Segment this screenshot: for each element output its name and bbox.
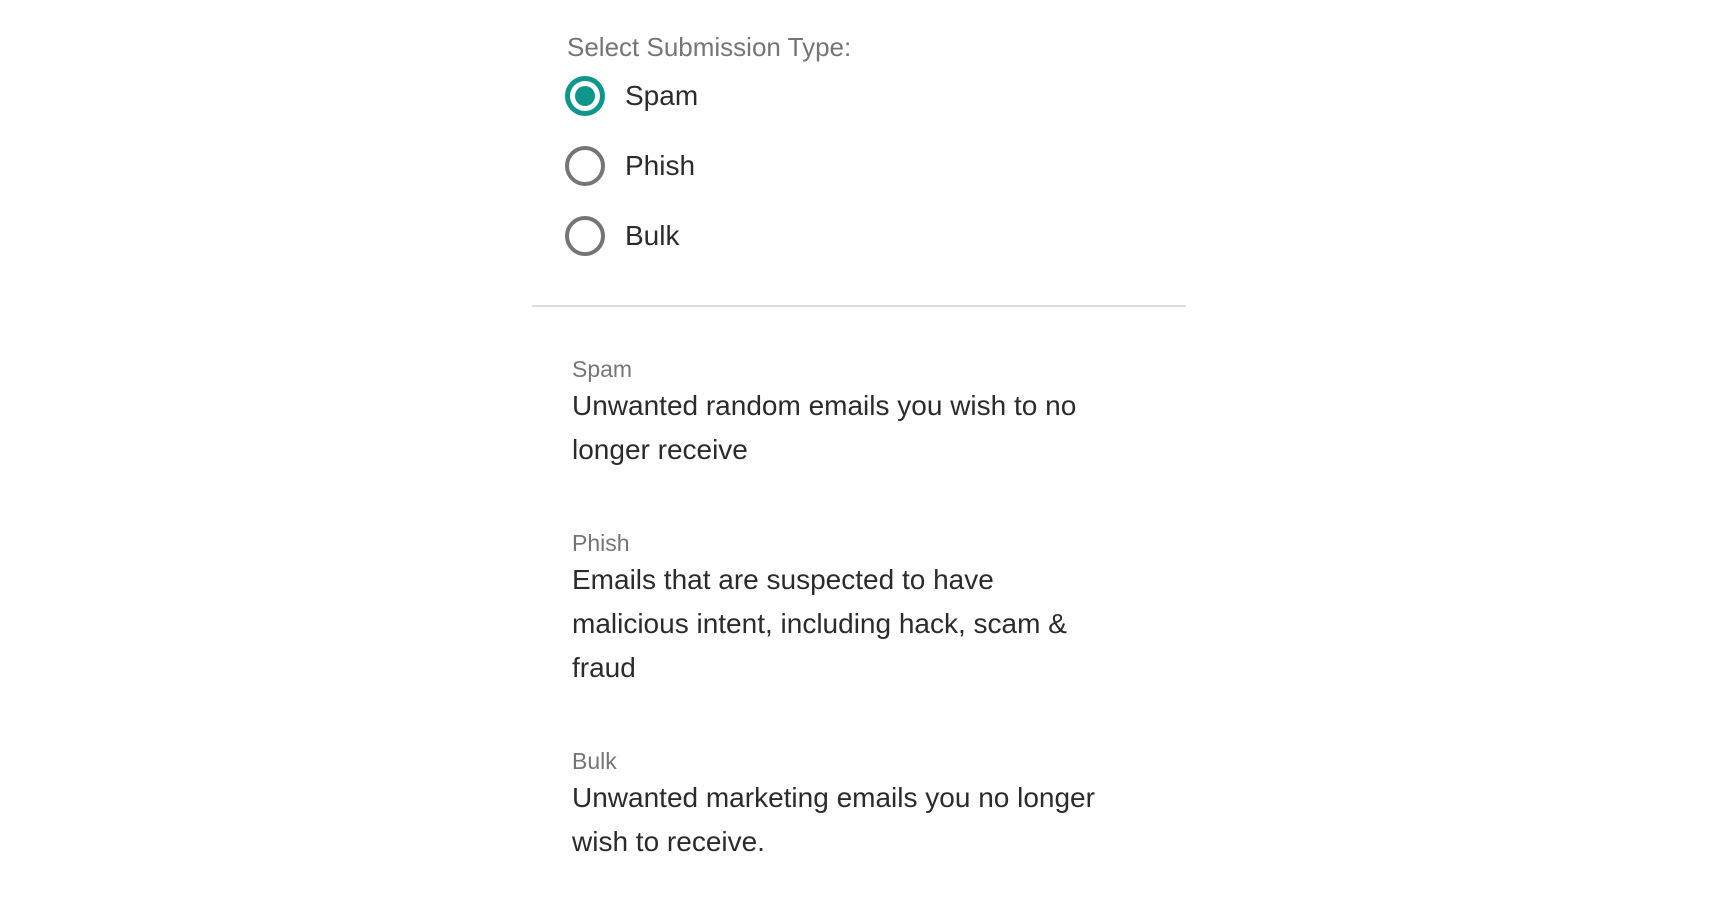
description-text-spam: Unwanted random emails you wish to no longer receive <box>572 390 1077 465</box>
description-section-spam <box>572 354 1108 472</box>
description-title-bulk: Bulk <box>572 748 617 774</box>
description-title-phish: Phish <box>572 530 630 556</box>
radio-button-phish-icon[interactable] <box>565 146 605 186</box>
description-text-bulk: Unwanted marketing emails you no longer wish to receive. <box>572 782 1095 857</box>
radio-option-bulk[interactable] <box>565 201 1186 271</box>
radio-option-spam[interactable] <box>565 61 1186 131</box>
submission-type-descriptions <box>572 354 1108 864</box>
description-section-bulk <box>572 746 1108 864</box>
radio-button-bulk-icon[interactable] <box>565 216 605 256</box>
radio-option-bulk-label: Bulk <box>625 220 680 251</box>
section-divider <box>532 305 1186 307</box>
radio-option-phish-label: Phish <box>625 150 696 181</box>
submission-type-panel <box>532 0 1186 920</box>
radio-button-spam-icon[interactable] <box>565 76 605 116</box>
radio-option-spam-label: Spam <box>625 80 699 111</box>
description-section-phish <box>572 528 1108 690</box>
description-text-phish: Emails that are suspected to have malicious intent, including hack, scam & fraud <box>572 564 1067 683</box>
submission-type-radio-group <box>565 61 1186 271</box>
description-title-spam: Spam <box>572 356 633 382</box>
submission-type-group-label: Select Submission Type: <box>567 32 852 62</box>
radio-option-phish[interactable] <box>565 131 1186 201</box>
